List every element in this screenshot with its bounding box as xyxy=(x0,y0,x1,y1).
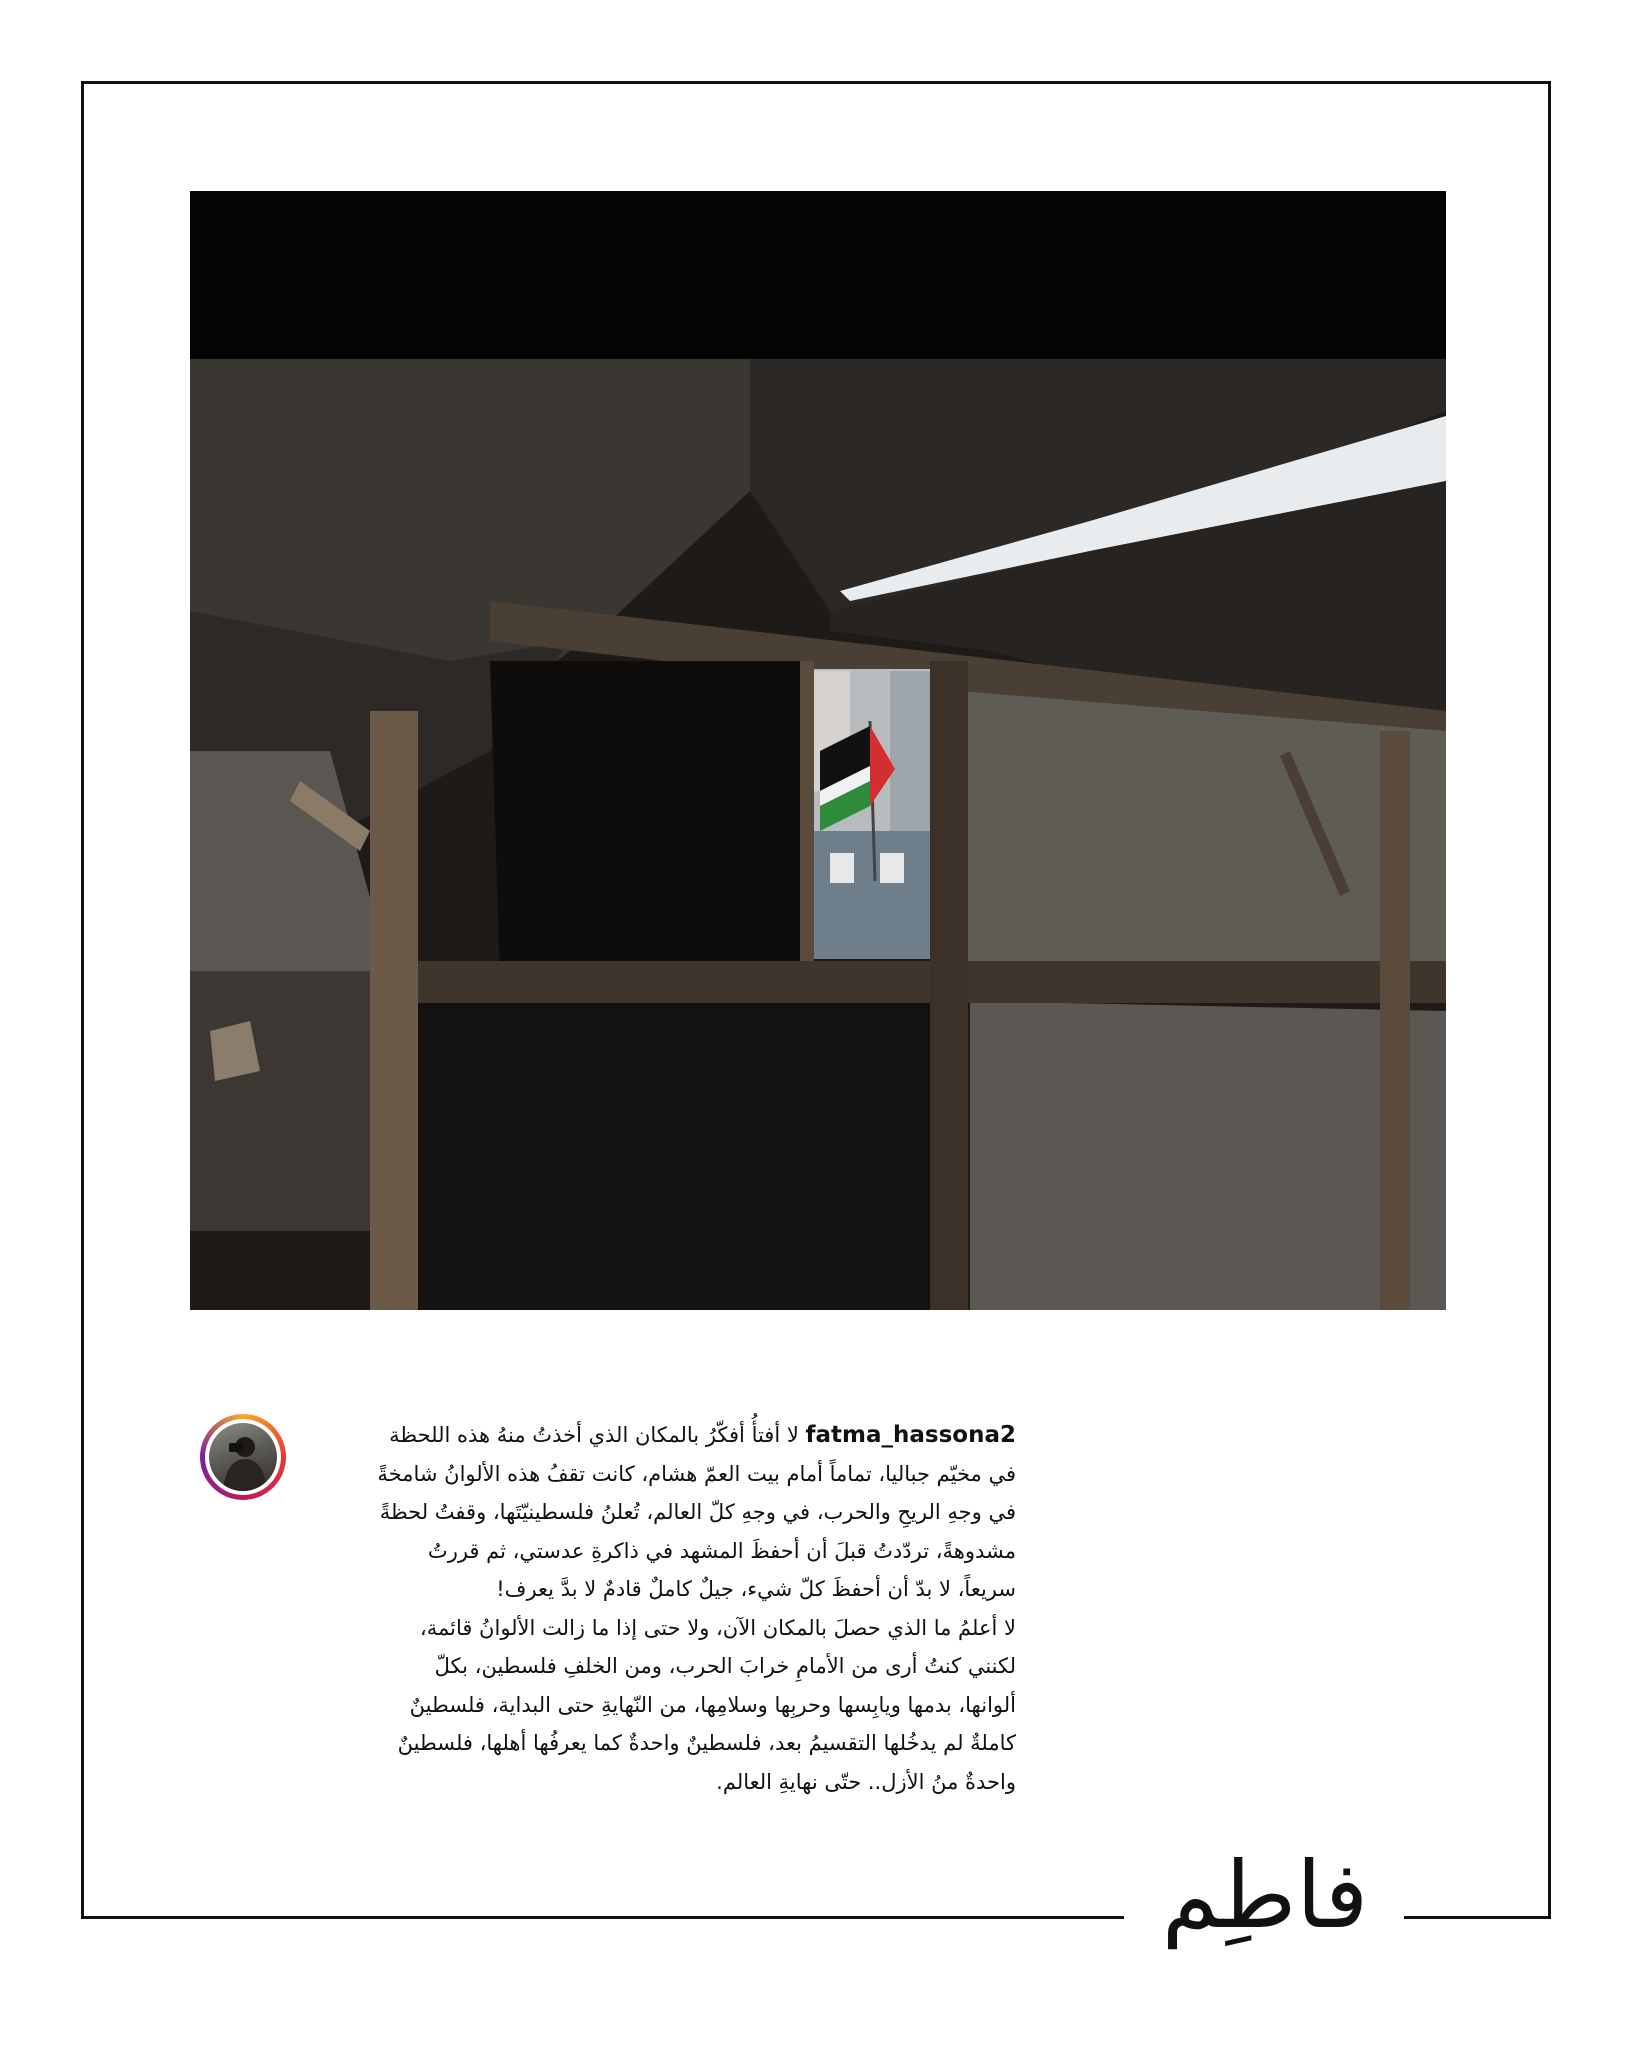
avatar-border xyxy=(205,1419,281,1495)
tent-photo-illustration xyxy=(190,191,1446,1310)
caption-line-8: ألوانها، بدمها ويابِسها وحربِها وسلامِها، من النّهايةِ حتى البداية، فلسطينٌ xyxy=(409,1692,1016,1717)
caption-line-7: لكنني كنتُ أرى من الأمامِ خرابَ الحرب، ومن الخلفِ فلسطين، بكلّ xyxy=(434,1654,1016,1678)
post-username[interactable]: fatma_hassona2 xyxy=(805,1422,1016,1448)
caption-line-5: سريعاً، لا بدّ أن أحفظَ كلّ شيء، جيلٌ كاملٌ قادمٌ لا بدَّ يعرف! xyxy=(496,1577,1016,1601)
caption-line-1: fatma_hassona2 لا أفتأُ أفكّرُ بالمكان الذي أخذتُ منهُ هذه اللحظة xyxy=(389,1422,1016,1448)
post-caption xyxy=(316,1416,1016,1801)
post-photo[interactable] xyxy=(190,191,1446,1310)
signature: فاطِم xyxy=(1161,1842,1369,1949)
caption-line-3: في وجهِ الريحِ والحرب، في وجهِ كلّ العالم، تُعلنُ فلسطينيّتَها، وقفتُ لحظةً xyxy=(379,1500,1016,1524)
caption-line-9: كاملةٌ لم يدخُلها التقسيمُ بعد، فلسطينٌ واحدةٌ كما يعرفُها أهلها، فلسطينٌ xyxy=(397,1731,1016,1755)
caption-line-4: مشدوهةً، تردّدتُ قبلَ أن أحفظَ المشهد في ذاكرةِ عدستي، ثم قررتُ xyxy=(427,1538,1016,1563)
avatar-photo-icon xyxy=(209,1423,277,1491)
caption-line-6: لا أعلمُ ما الذي حصلَ بالمكان الآن، ولا حتى إذا ما زالت الألوانُ قائمة، xyxy=(419,1615,1016,1640)
avatar[interactable] xyxy=(200,1414,286,1500)
caption-line-2: في مخيّم جباليا، تماماً أمام بيت العمّ هشام، كانت تقفُ هذه الألوانُ شامخةً xyxy=(377,1461,1016,1486)
caption-line-10: واحدةٌ منُ الأزل.. حتّى نهايةِ العالم. xyxy=(716,1769,1016,1794)
